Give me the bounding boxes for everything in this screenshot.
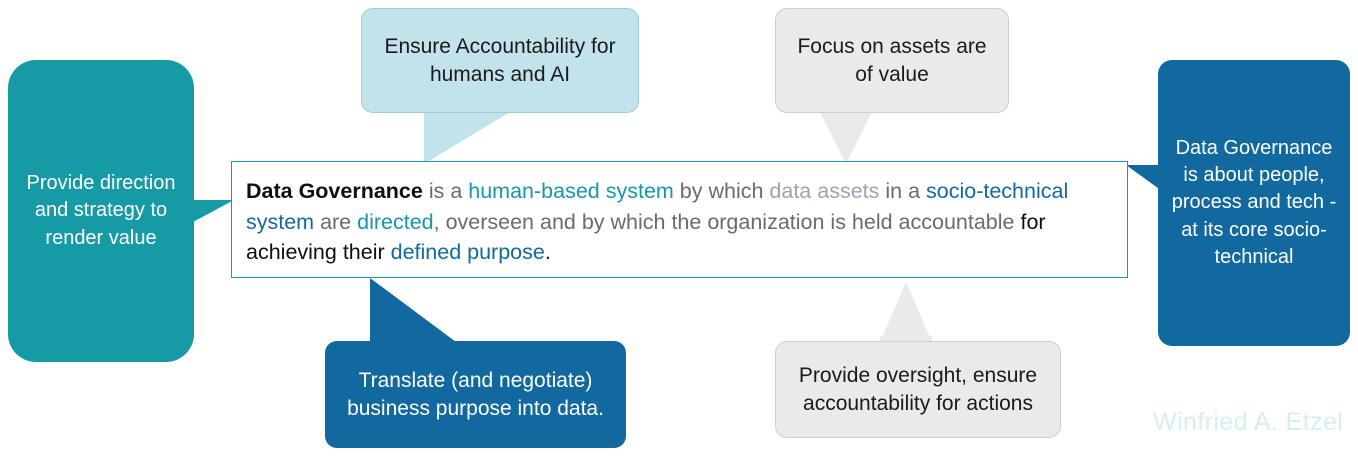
callout-translate-business-purpose bbox=[325, 341, 626, 448]
callout-provide-direction bbox=[8, 60, 194, 362]
definition-segment-9: , overseen and by which the organization is held accountable bbox=[433, 209, 1015, 234]
definition-box bbox=[231, 161, 1128, 278]
definition-segment-6: socio-technical system bbox=[246, 179, 1069, 234]
definition-segment-4: data assets bbox=[769, 179, 880, 203]
callout-focus-on-assets-label: Focus on assets are of value bbox=[797, 35, 987, 86]
callout-translate-business-purpose-label: Translate (and negotiate) business purpose into data. bbox=[347, 369, 604, 420]
definition-segment-11: defined purpose bbox=[390, 240, 545, 265]
right-callout-tail bbox=[1126, 165, 1162, 191]
definition-segment-5: in a bbox=[879, 179, 927, 203]
definition-segment-7: are bbox=[314, 209, 358, 234]
definition-segment-2: human-based system bbox=[468, 179, 674, 203]
author-signature: Winfried A. Etzel bbox=[1153, 408, 1344, 436]
definition-segment-3: by which bbox=[673, 179, 770, 203]
definition-segment-12: . bbox=[544, 240, 551, 265]
top-left-callout-tail bbox=[424, 112, 510, 164]
callout-ensure-accountability-label: Ensure Accountability for humans and AI bbox=[384, 35, 616, 86]
bottom-right-callout-tail bbox=[880, 282, 932, 342]
top-right-callout-tail bbox=[820, 112, 872, 164]
callout-focus-on-assets bbox=[775, 8, 1009, 113]
callout-provide-direction-label: Provide direction and strategy to render value bbox=[26, 171, 176, 249]
callout-data-governance-about bbox=[1158, 60, 1350, 346]
definition-text bbox=[246, 179, 1068, 264]
callout-data-governance-about-label: Data Governance is about people, process and tech - at its core socio-technical bbox=[1171, 137, 1337, 268]
definition-segment-10: for achieving their bbox=[246, 209, 1046, 265]
callout-provide-oversight-label: Provide oversight, ensure accountability for actions bbox=[798, 364, 1038, 415]
callout-ensure-accountability bbox=[361, 8, 639, 113]
bottom-left-callout-tail bbox=[370, 278, 456, 342]
definition-segment-8: directed bbox=[357, 209, 434, 234]
definition-segment-0: Data Governance bbox=[246, 179, 423, 203]
definition-segment-1: is a bbox=[422, 179, 469, 203]
callout-provide-oversight bbox=[775, 341, 1061, 438]
